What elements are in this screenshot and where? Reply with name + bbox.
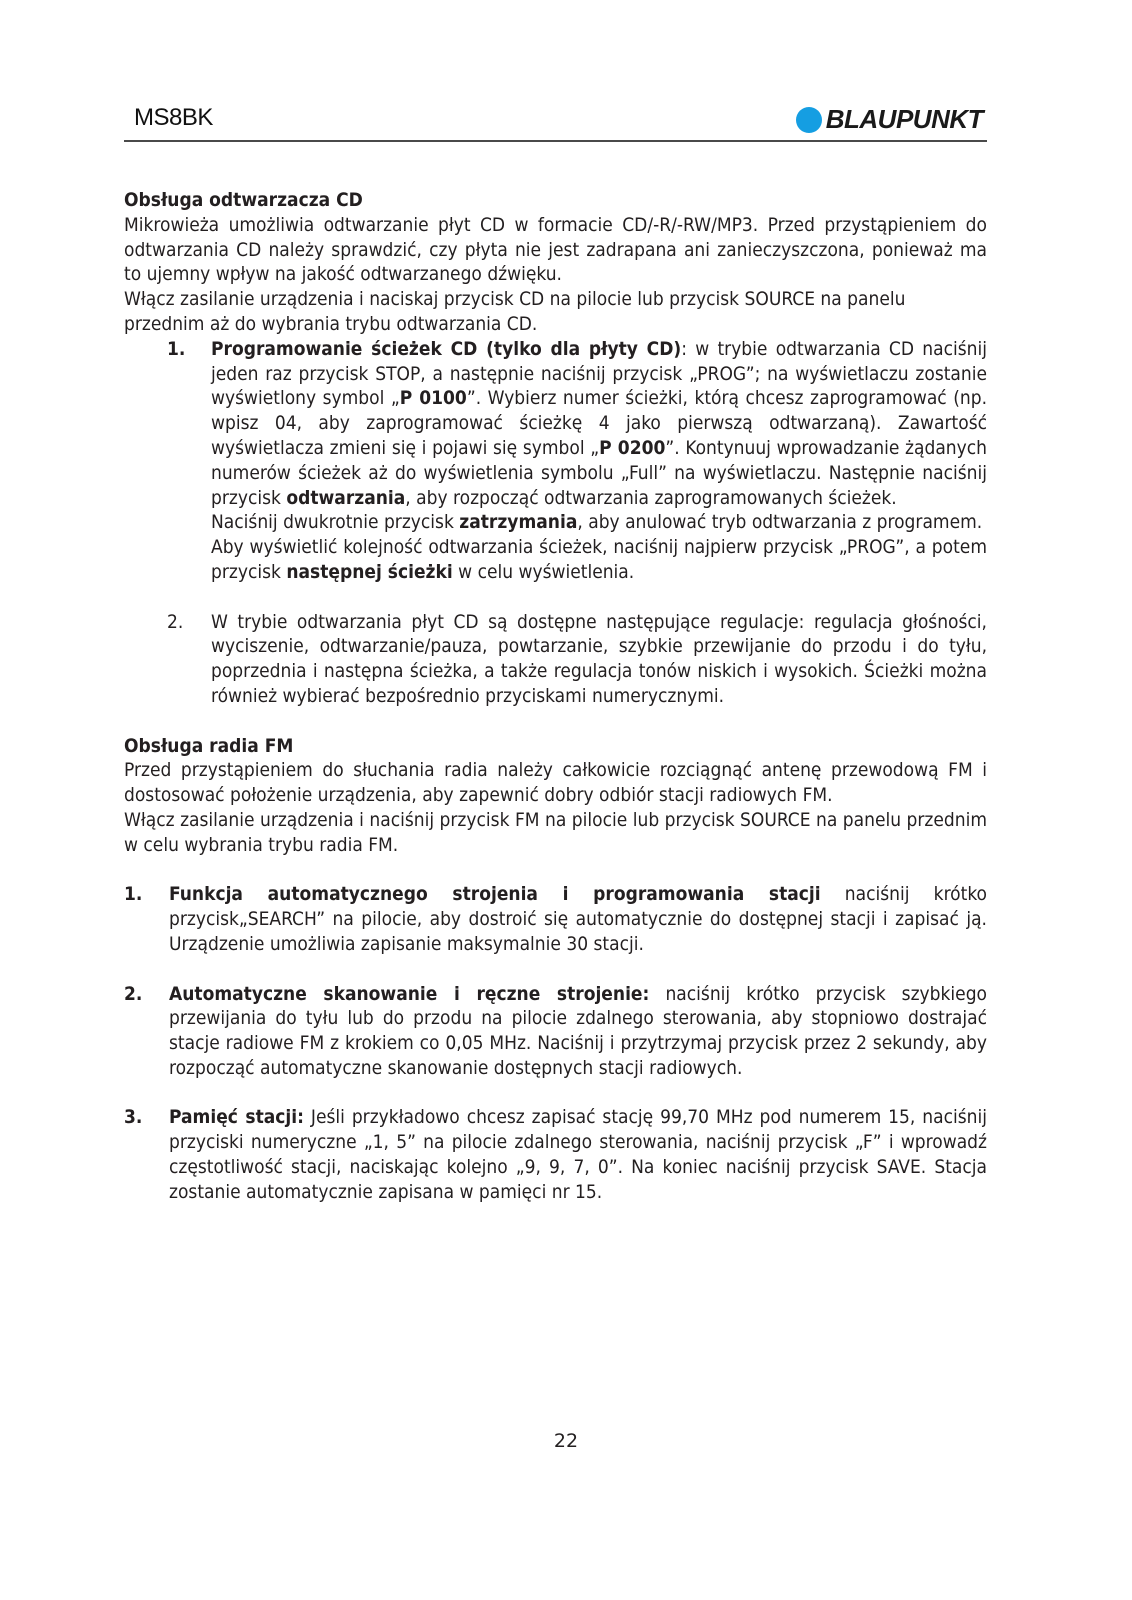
cd-intro: Mikrowieża umożliwia odtwarzanie płyt CD w formacie CD/-R/-RW/MP3. Przed przystąpieniem do odtwarzania CD należy sprawdzić, czy płyta nie jest zadrapana ani zanieczyszczona, ponieważ ma to ujemny wpływ na jakość odtwarzanego dźwięku. bbox=[124, 213, 987, 286]
cd-intro-2: Włącz zasilanie urządzenia i naciskaj przycisk CD na pilocie lub przycisk SOURCE na panelu przednim aż do wybrania trybu odtwarzania CD. bbox=[124, 288, 906, 335]
item-heading: Automatyczne skanowanie i ręczne strojenie: bbox=[169, 982, 650, 1005]
list-number: 2. bbox=[124, 982, 143, 1005]
page-number: 22 bbox=[553, 1430, 579, 1452]
cd-list-item-2 bbox=[124, 610, 987, 709]
list-number: 1. bbox=[167, 337, 186, 360]
list-item-text: Programowanie ścieżek CD (tylko dla płyty CD): w trybie odtwarzania CD naciśnij jeden raz przycisk STOP, a następnie naciśnij przycisk „PROG”; na wyświetlaczu zostanie wyświetlony symbol „P 0100”. Wybierz numer ścieżki, którą chcesz zaprogramować (np. wpisz 04, aby zaprogramować ścieżkę 4 jako pierwszą odtwarzaną). Zawartość wyświetlacza zmieni się i pojawi się symbol „P 0200”. Kontynuuj wprowadzanie żądanych numerów ścieżek aż do wyświetlenia symbolu „Full” na wyświetlaczu. Następnie naciśnij przycisk odtwarzania, aby rozpocząć odtwarzania zaprogramowanych ścieżek. Naciśnij dwukrotnie przycisk zatrzymania, aby anulować tryb odtwarzania z programem. Aby wyświetlić kolejność odtwarzania ścieżek, naciśnij najpierw przycisk „PROG”, a potem przycisk następnej ścieżki w celu wyświetlenia. bbox=[211, 337, 988, 583]
fm-list-item-1: 1. Funkcja automatycznego strojenia i programowania stacji naciśnij krótko przycisk„SEARCH” na pilocie, aby dostroić się automatycznie do dostępnej stacji i zapisać ją. Urządzenie umożliwia zapisanie maksymalnie 30 stacji. bbox=[124, 883, 987, 955]
display-symbol: P 0200 bbox=[599, 436, 666, 459]
fm-list-item-3: 3. Pamięć stacji: Jeśli przykładowo chcesz zapisać stację 99,70 MHz pod numerem 15, naciśnij przyciski numeryczne „1, 5” na pilocie zdalnego sterowania, naciśnij przycisk „F” i wprowadź częstotliwość stacji, naciskając kolejno „9, 9, 7, 0”. Na koniec naciśnij przycisk SAVE. Stacja zostanie automatycznie zapisana w pamięci nr 15. bbox=[124, 1106, 987, 1203]
item-heading: Programowanie ścieżek CD (tylko dla płyty CD) bbox=[211, 337, 682, 360]
item-heading: Funkcja automatycznego strojenia i programowania stacji bbox=[169, 883, 821, 906]
page-header bbox=[124, 100, 987, 140]
cd-section-title: Obsługa odtwarzacza CD bbox=[124, 189, 363, 211]
header-divider bbox=[124, 140, 987, 142]
button-reference: zatrzymania bbox=[459, 511, 578, 534]
item-heading: Pamięć stacji: bbox=[169, 1106, 304, 1129]
list-number: 2. bbox=[167, 610, 184, 633]
button-reference: następnej ścieżki bbox=[286, 560, 453, 583]
fm-section-title: Obsługa radia FM bbox=[124, 734, 294, 757]
model-name: MS8BK bbox=[134, 104, 213, 131]
list-number: 3. bbox=[124, 1106, 143, 1129]
document-body bbox=[124, 188, 987, 1205]
fm-list-item-2: 2. Automatyczne skanowanie i ręczne strojenie: naciśnij krótko przycisk szybkiego przewijania do tyłu lub do przodu na pilocie zdalnego sterowania, aby stopniowo dostrajać stacje radiowe FM z krokiem co 0,05 MHz. Naciśnij i przytrzymaj przycisk przez 2 sekundy, aby rozpocząć automatyczne skanowanie dostępnych stacji radiowych. bbox=[124, 982, 988, 1079]
fm-intro: Przed przystąpieniem do słuchania radia należy całkowicie rozciągnąć antenę przewodową FM i dostosować położenie urządzenia, aby zapewnić dobry odbiór stacji radiowych FM. bbox=[124, 759, 987, 807]
list-number: 1. bbox=[124, 883, 143, 906]
list-item-text: W trybie odtwarzania płyt CD są dostępne następujące regulacje: regulacja głośności, wyciszenie, odtwarzanie/pauza, powtarzanie, szybkie przewijanie do przodu i do tyłu, poprzednia i następna ścieżka, a także regulacja tonów niskich i wysokich. Ścieżki można również wybierać bezpośrednio przyciskami numerycznymi. bbox=[211, 610, 987, 707]
cd-section bbox=[124, 188, 987, 709]
brand-logo bbox=[796, 104, 983, 135]
brand-dot-icon bbox=[796, 107, 822, 133]
brand-name: BLAUPUNKT bbox=[825, 104, 983, 134]
display-symbol: P 0100 bbox=[399, 387, 467, 410]
button-reference: odtwarzania bbox=[286, 486, 406, 509]
fm-intro-2: Włącz zasilanie urządzenia i naciśnij przycisk FM na pilocie lub przycisk SOURCE na panelu przednim w celu wybrania trybu radia FM. bbox=[124, 808, 987, 856]
fm-section bbox=[124, 734, 987, 1205]
cd-list-item-1 bbox=[124, 337, 987, 585]
